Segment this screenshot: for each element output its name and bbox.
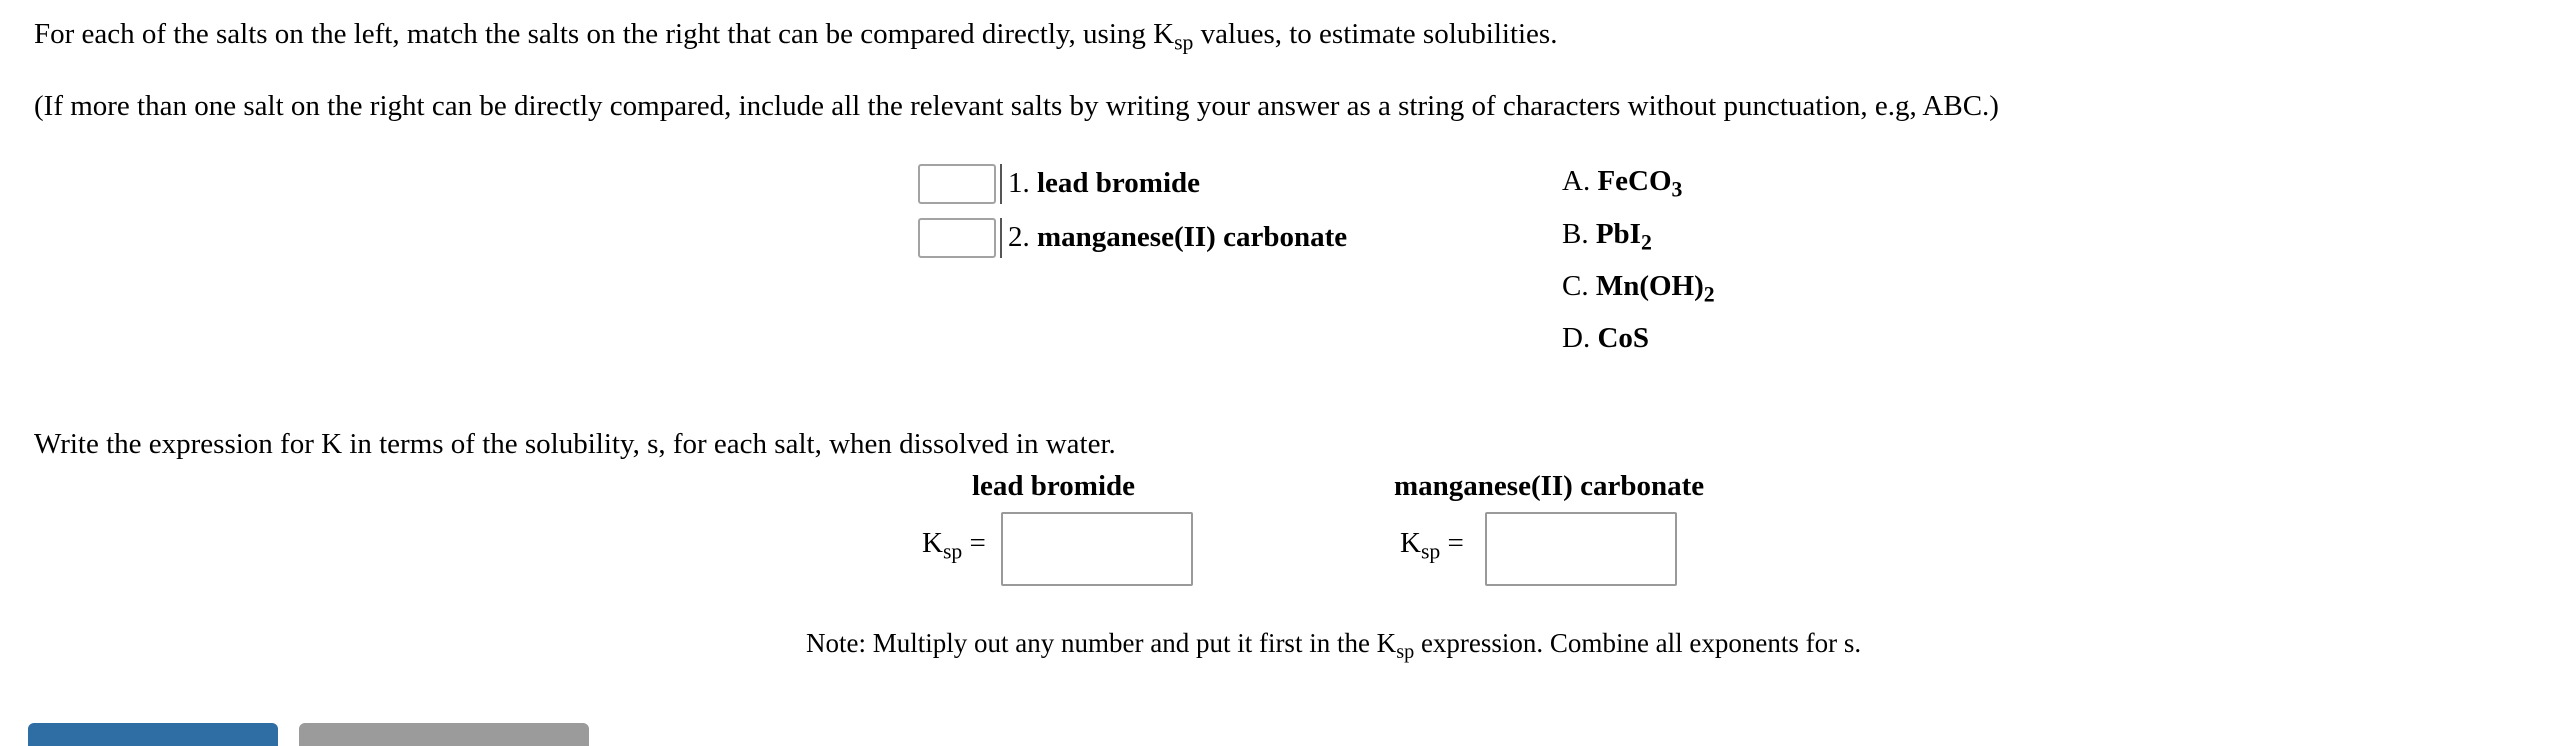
ksp-prompt: Write the expression for K in terms of the solubility, s, for each salt, when dissolved in water.: [34, 428, 1116, 460]
ksp-note: Note: Multiply out any number and put it first in the $K_{sp}$ expression. Combine all exponents for s.: [806, 628, 1862, 664]
right-salt-a: A. FeCO$_3$: [1562, 165, 1683, 202]
instruction-line-1: For each of the salts on the left, match the salts on the right that can be compared directly, using $K_{sp}$ values, to estimate solubilities.: [34, 18, 1558, 55]
ksp-label-1: $K_{sp}$ =: [922, 527, 986, 564]
right-salt-b: B. PbI$_2$: [1562, 218, 1652, 255]
retry-entire-group-button[interactable]: [299, 723, 589, 746]
ksp-heading-manganese-carbonate: manganese(II) carbonate: [1394, 470, 1705, 502]
left-salt-2: 2. manganese(II) carbonate: [1008, 221, 1348, 253]
ksp-heading-lead-bromide: lead bromide: [972, 470, 1135, 502]
left-salt-1: 1. lead bromide: [1008, 167, 1200, 199]
right-salt-d: D. CoS: [1562, 322, 1650, 354]
match-divider: [1000, 164, 1002, 204]
instruction-line-2: (If more than one salt on the right can be directly compared, include all the relevant salts by writing your answer as a string of characters without punctuation, e.g, ABC.): [34, 90, 1999, 122]
ksp-expression-input-lead-bromide[interactable]: [1001, 512, 1193, 586]
ksp-label-2: $K_{sp}$ =: [1400, 527, 1464, 564]
right-salt-c: C. $Mn(OH)_2$: [1562, 270, 1715, 307]
match-divider: [1000, 218, 1002, 258]
ksp-expression-input-manganese-carbonate[interactable]: [1485, 512, 1677, 586]
submit-answer-button[interactable]: [28, 723, 278, 746]
match-answer-input-1[interactable]: [918, 164, 996, 204]
match-answer-input-2[interactable]: [918, 218, 996, 258]
